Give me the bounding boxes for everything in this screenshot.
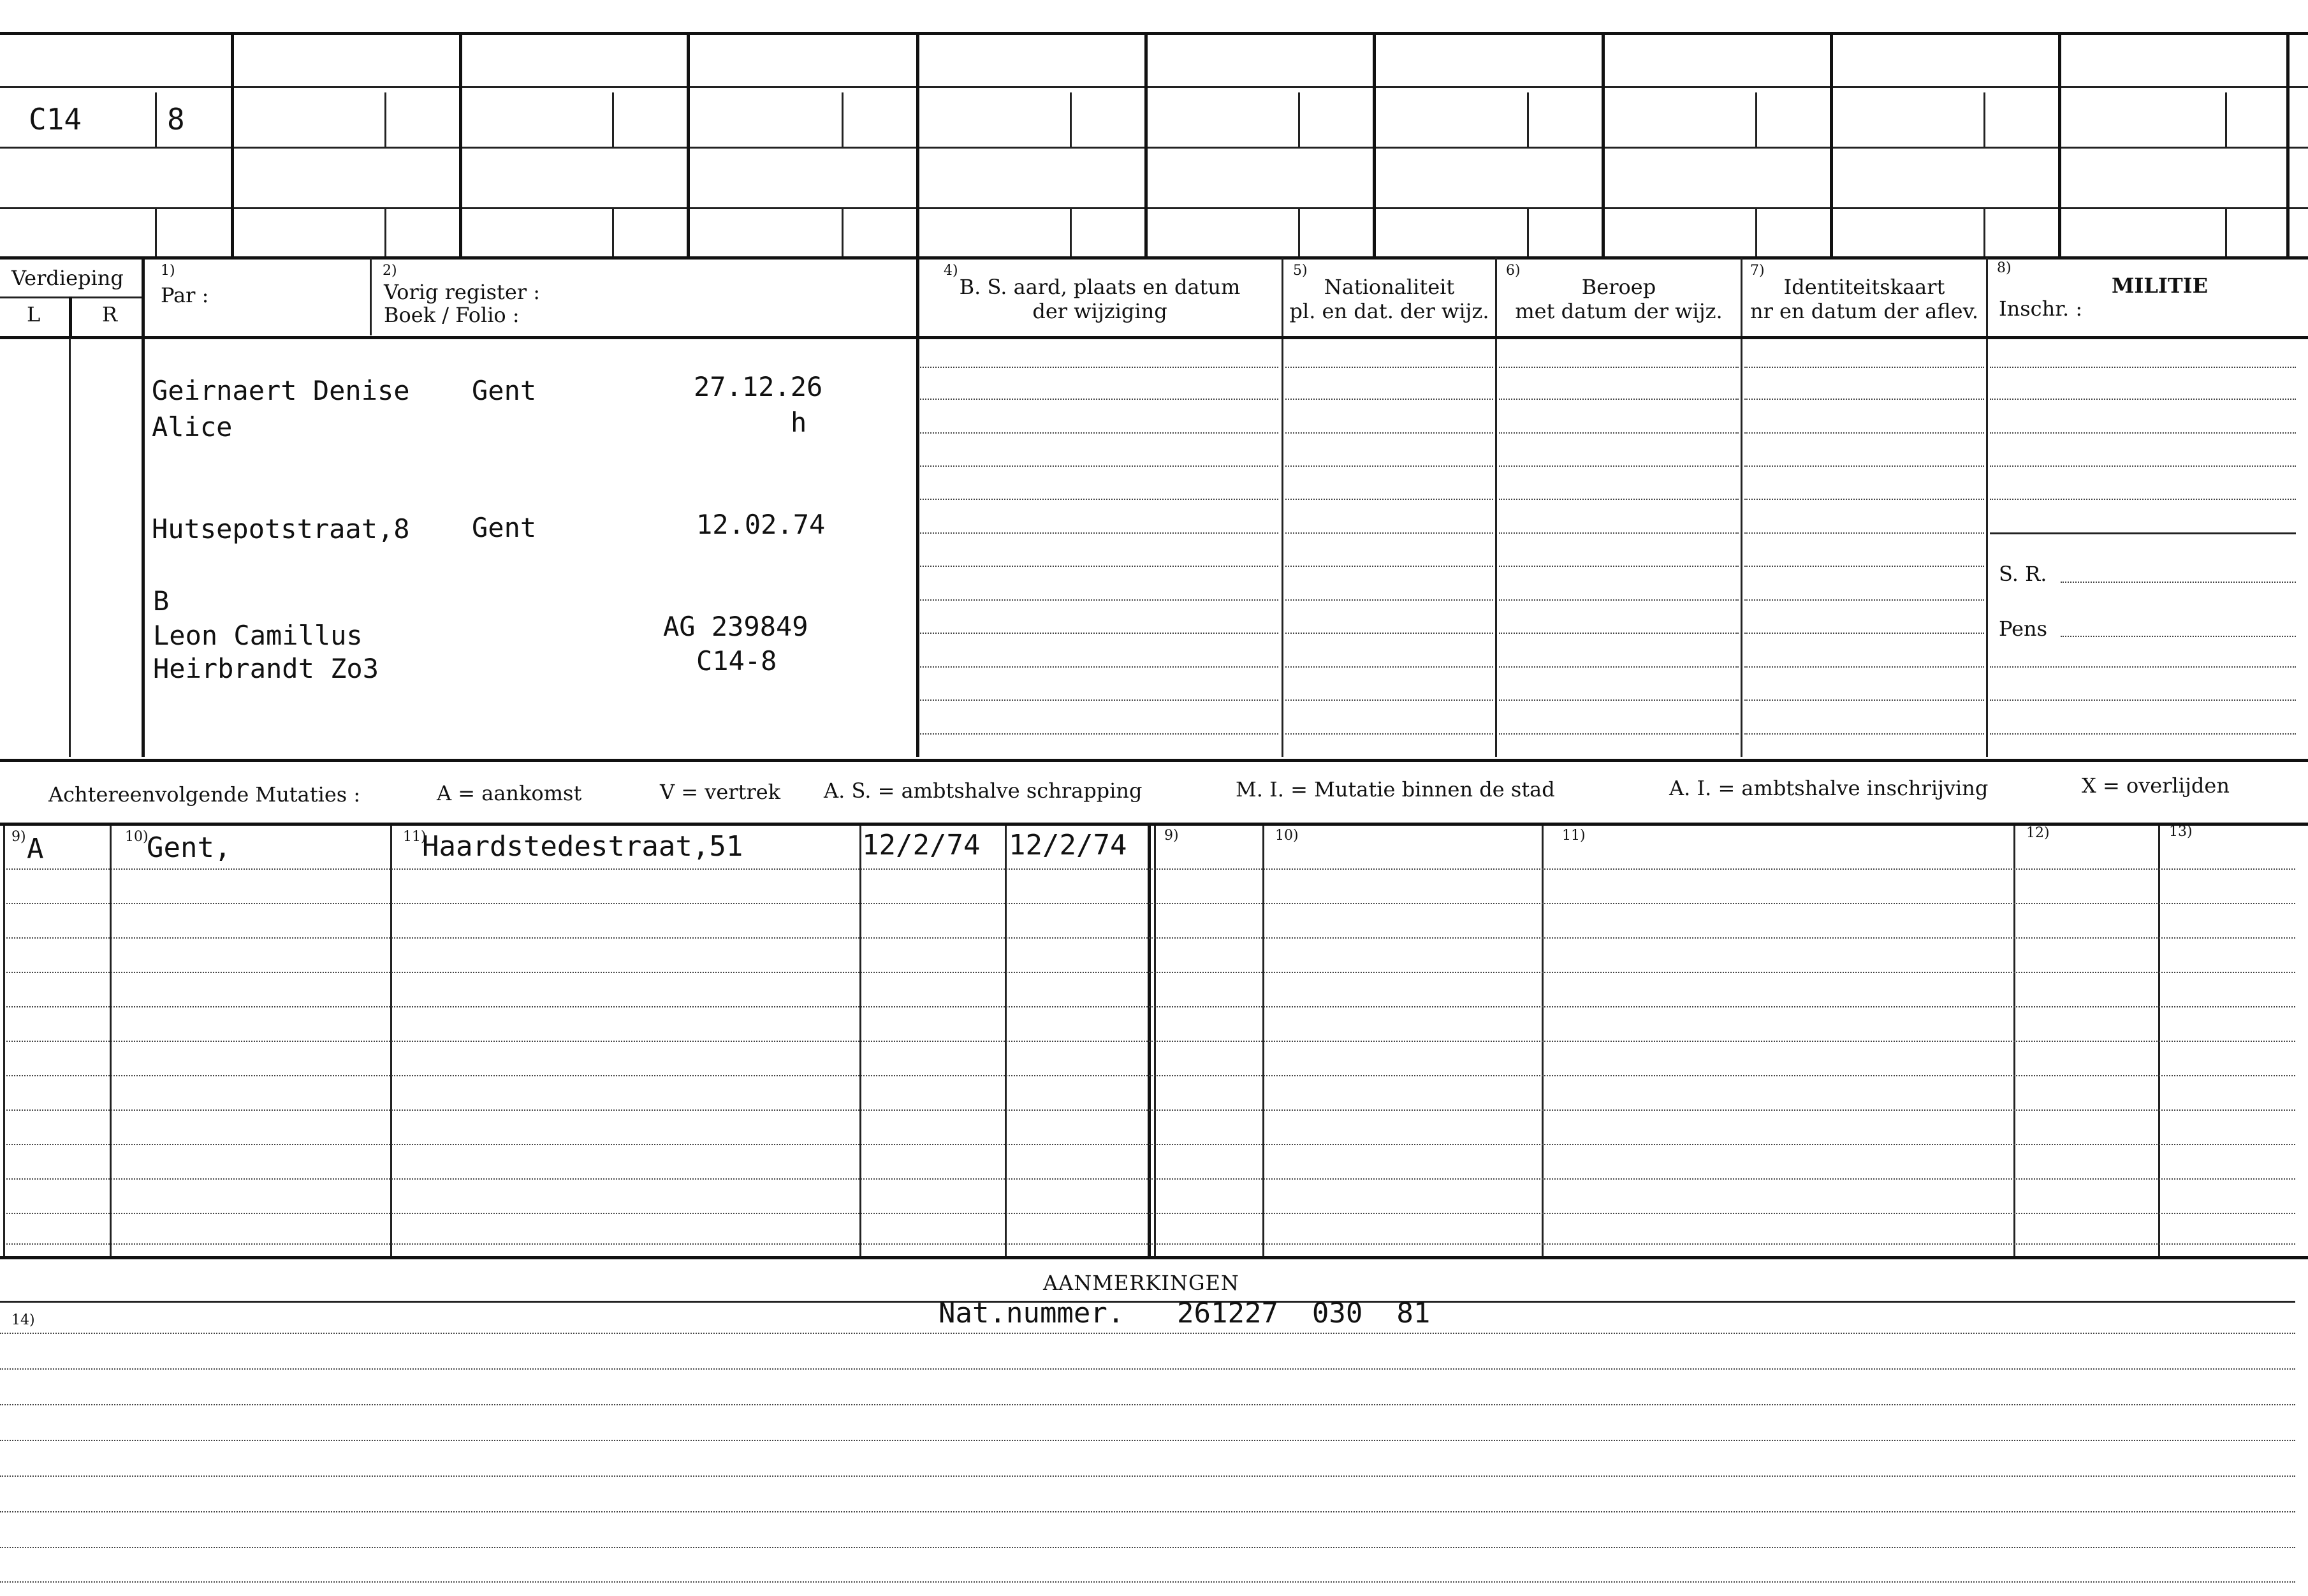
field-number: 11) (403, 829, 427, 845)
mutation-street: Haardstedestraat,51 (422, 830, 743, 863)
identiteitskaart-label-2: nr en datum der aflev. (1749, 299, 1979, 323)
field-number: 4) (944, 263, 958, 279)
card-reference: C14-8 (696, 645, 777, 677)
par-label: Par : (161, 283, 209, 307)
address-date: 12.02.74 (696, 509, 826, 540)
field-number: 14) (11, 1312, 35, 1328)
national-number-label: Nat.nummer. (939, 1297, 1125, 1329)
field-number: 9) (11, 829, 26, 845)
id-card-number: AG 239849 (663, 611, 808, 642)
legend-x: X = overlijden (2082, 773, 2230, 798)
field-number: 9) (1164, 828, 1179, 844)
field-number: 2) (383, 263, 397, 279)
vorig-register-label: Vorig register : (384, 280, 541, 304)
civil-status: B (153, 585, 170, 617)
remarks-title: AANMERKINGEN (1043, 1271, 1239, 1295)
identiteitskaart-label-1: Identiteitskaart (1783, 275, 1945, 299)
person-given-name: Alice (152, 411, 233, 443)
sex: h (791, 407, 807, 438)
mutation-type: A (27, 833, 44, 865)
legend-a: A = aankomst (437, 781, 582, 805)
field-number: 7) (1750, 263, 1765, 279)
national-number: 261227 030 81 (1177, 1297, 1431, 1329)
beroep-label-1: Beroep (1581, 275, 1656, 299)
sr-label: S. R. (1999, 562, 2047, 586)
card-code: C14 (29, 102, 82, 136)
person-name: Geirnaert Denise (152, 375, 410, 406)
bs-label-2: der wijziging (1032, 299, 1167, 323)
birth-date: 27.12.26 (694, 371, 823, 402)
card-number: 8 (167, 102, 185, 136)
field-number: 12) (2026, 825, 2050, 841)
nationaliteit-label-1: Nationaliteit (1324, 275, 1455, 299)
pens-label: Pens (1999, 617, 2048, 641)
legend-ai: A. I. = ambtshalve inschrijving (1669, 776, 1989, 800)
verdieping-label: Verdieping (11, 266, 124, 290)
field-number: 10) (125, 829, 149, 845)
inschr-label: Inschr. : (1999, 297, 2083, 321)
beroep-label-2: met datum der wijz. (1515, 299, 1723, 323)
field-number: 1) (161, 263, 175, 279)
col-l-label: L (27, 302, 41, 326)
col-r-label: R (102, 302, 118, 326)
bs-label-1: B. S. aard, plaats en datum (959, 275, 1241, 299)
mutation-city: Gent, (147, 831, 231, 864)
legend-mi: M. I. = Mutatie binnen de stad (1236, 777, 1555, 802)
field-number: 6) (1506, 263, 1521, 279)
mutation-date-1: 12/2/74 (862, 829, 981, 861)
field-number: 5) (1293, 263, 1308, 279)
nationaliteit-label-2: pl. en dat. der wijz. (1289, 299, 1489, 323)
field-number: 8) (1997, 260, 2012, 276)
legend-v: V = vertrek (660, 780, 781, 804)
field-number: 11) (1562, 828, 1586, 844)
militie-label: MILITIE (2112, 274, 2209, 298)
legend-as: A. S. = ambtshalve schrapping (824, 779, 1143, 803)
boek-folio-label: Boek / Folio : (384, 303, 520, 327)
address-city: Gent (472, 512, 537, 543)
mutation-date-2: 12/2/74 (1009, 829, 1127, 861)
mutations-title: Achtereenvolgende Mutaties : (48, 782, 361, 807)
birth-place: Gent (472, 375, 537, 406)
spouse-given-name: Leon Camillus (153, 620, 363, 651)
address: Hutsepotstraat,8 (152, 513, 410, 545)
field-number: 10) (1275, 828, 1299, 844)
spouse-surname: Heirbrandt Zo3 (153, 653, 379, 684)
field-number: 13) (2169, 824, 2193, 840)
